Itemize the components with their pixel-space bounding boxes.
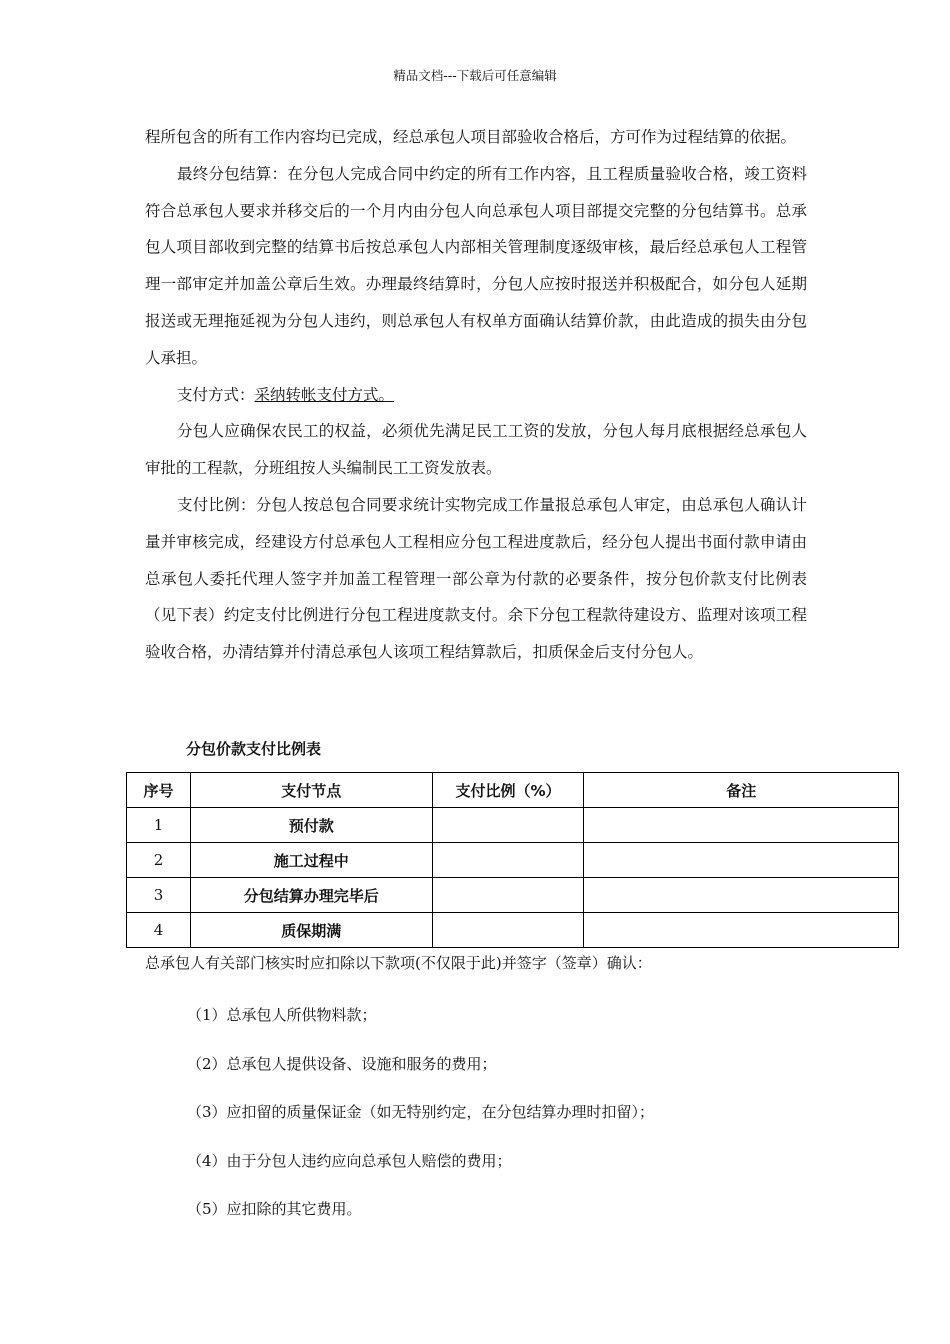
list-item: （3）应扣留的质量保证金（如无特别约定，在分包结算办理时扣留）；: [187, 1103, 655, 1121]
paragraph-process-settlement: 程所包含的所有工作内容均已完成，经总承包人项目部验收合格后，方可作为过程结算的依据。: [145, 128, 797, 146]
list-item: （4）由于分包人违约应向总承包人赔偿的费用；: [187, 1151, 512, 1170]
cell-note: [584, 878, 899, 913]
cell-node: 施工过程中: [190, 843, 432, 878]
header-seq: 序号: [127, 773, 191, 808]
cell-ratio: [432, 913, 584, 948]
cell-seq: 4: [127, 913, 191, 948]
cell-node: 预付款: [190, 808, 432, 843]
payment-ratio-table: [126, 772, 899, 948]
paragraph-final-settlement: 最终分包结算：在分包人完成合同中约定的所有工作内容，且工程质量验收合格，竣工资料符合总承包人要求并移交后的一个月内由分包人向总承包人项目部提交完整的分包结算书。总承包人项目部收到完整的结算书后按总承包人内部相关管理制度逐级审核，最后经总承包人工程管理一部审定并加盖公章后生效。办理最终结算时，分包人应按时报送并积极配合，如分包人延期报送或无理拖延视为分包人违约，则总承包人有权单方面确认结算价款，由此造成的损失由分包人承担。: [145, 164, 807, 367]
table-row: [127, 913, 899, 948]
cell-ratio: [432, 843, 584, 878]
cell-note: [584, 843, 899, 878]
list-item: （5）应扣除的其它费用。: [187, 1200, 362, 1218]
paragraph-payment-ratio: 支付比例：分包人按总包合同要求统计实物完成工作量报总承包人审定，由总承包人确认计量并审核完成，经建设方付总承包人工程相应分包工程进度款后，经分包人提出书面付款申请由总承包人委托代理人签字并加盖工程管理一部公章为付款的必要条件，按分包价款支付比例表（见下表）约定支付比例进行分包工程进度款支付。余下分包工程款待建设方、监理对该项工程验收合格，办清结算并付清总承包人该项工程结算款后，扣质保金后支付分包人。: [145, 495, 807, 662]
payment-method-label: 支付方式：: [177, 385, 255, 404]
cell-node: 分包结算办理完毕后: [190, 878, 432, 913]
deductions-intro: 总承包人有关部门核实时应扣除以下款项(不仅限于此)并签字（签章）确认：: [145, 954, 652, 972]
table-title: 分包价款支付比例表: [186, 740, 322, 758]
cell-node: 质保期满: [190, 913, 432, 948]
cell-note: [584, 913, 899, 948]
header-ratio: 支付比例（%）: [432, 773, 584, 808]
header-note: 备注: [584, 773, 899, 808]
cell-seq: 2: [127, 843, 191, 878]
page-header: 精品文档---下载后可任意编辑: [393, 68, 557, 83]
table-row: [127, 808, 899, 843]
table-row: [127, 843, 899, 878]
list-item: （1）总承包人所供物料款；: [187, 1006, 377, 1024]
deductions-list: [187, 1000, 654, 1243]
table-row: [127, 878, 899, 913]
cell-ratio: [432, 878, 584, 913]
paragraph-payment-method: [145, 377, 807, 414]
cell-ratio: [432, 808, 584, 843]
document-body: [145, 119, 807, 671]
payment-method-value: 采纳转帐支付方式。: [254, 385, 395, 404]
table-header-row: [127, 773, 899, 808]
list-item: （2）总承包人提供设备、设施和服务的费用；: [187, 1054, 497, 1073]
paragraph-migrant-wages: 分包人应确保农民工的权益，必须优先满足民工工资的发放，分包人每月底根据经总承包人审批的工程款，分班组按人头编制民工工资发放表。: [145, 422, 807, 478]
cell-seq: 1: [127, 808, 191, 843]
cell-note: [584, 808, 899, 843]
cell-seq: 3: [127, 878, 191, 913]
header-node: 支付节点: [190, 773, 432, 808]
